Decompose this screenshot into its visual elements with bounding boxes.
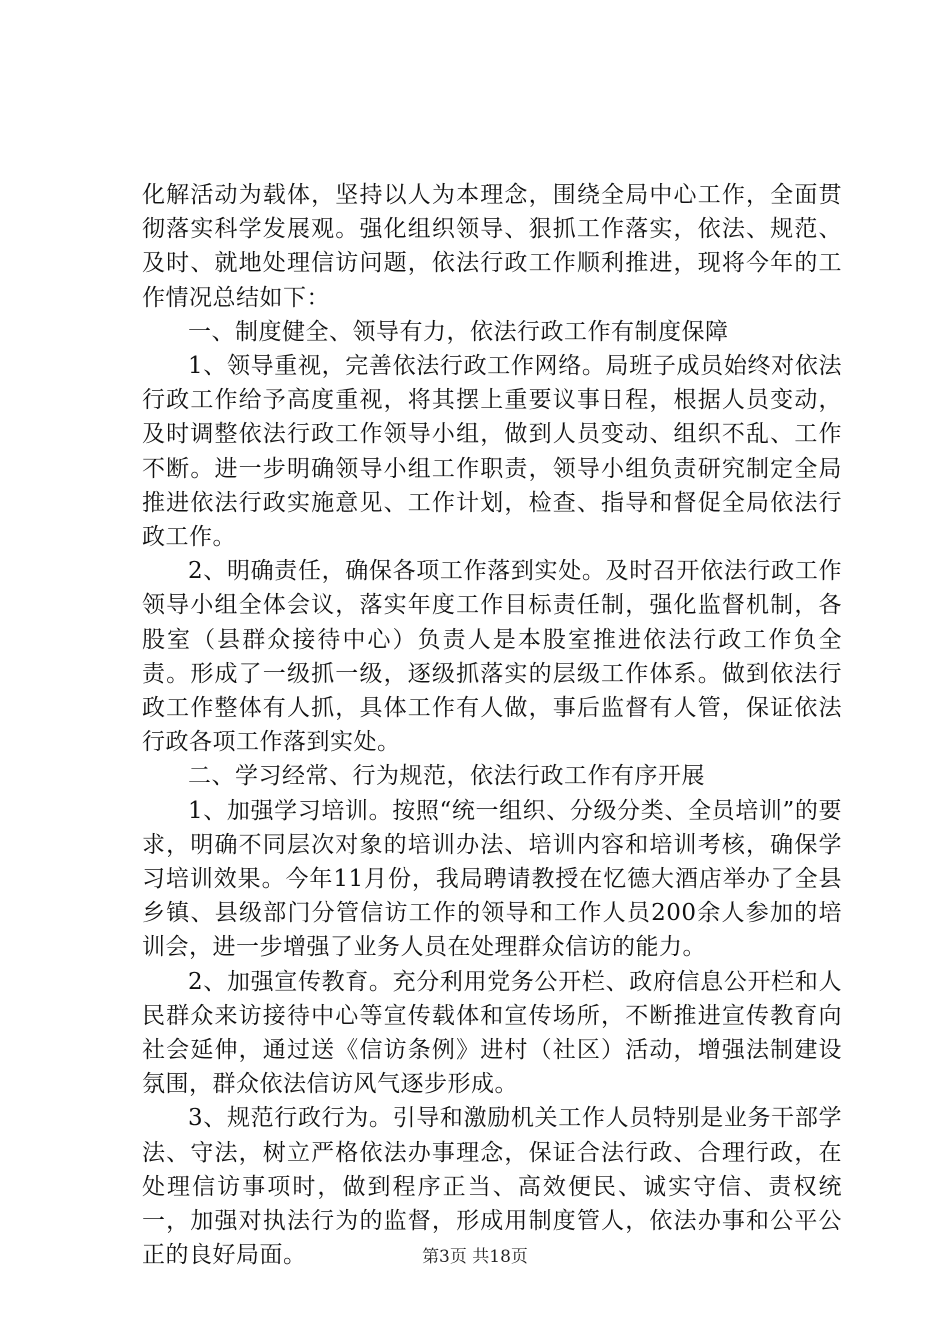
page-number-footer: 第3页 共18页 (422, 1247, 528, 1267)
paragraph-2-2: 2、加强宣传教育。充分利用党务公开栏、政府信息公开栏和人民群众来访接待中心等宣传载体和宣传场所，不断推进宣传教育向社会延伸，通过送《信访条例》进村（社区）活动，增强法制建设氛围，群众依法信访风气逐步形成。 (142, 968, 842, 1098)
paragraph-2-3: 3、规范行政行为。引导和激励机关工作人员特别是业务干部学法、守法，树立严格依法办事理念，保证合法行政、合理行政，在处理信访事项时，做到程序正当、高效便民、诚实守信、责权统一，加强对执法行为的监督，形成用制度管人，依法办事和公平公正的良好局面。 (142, 1105, 842, 1269)
paragraph-1-1: 1、领导重视，完善依法行政工作网络。局班子成员始终对依法行政工作给予高度重视，将其摆上重要议事日程，根据人员变动，及时调整依法行政工作领导小组，做到人员变动、组织不乱、工作不断。进一步明确领导小组工作职责，领导小组负责研究制定全局推进依法行政实施意见、工作计划，检查、指导和督促全局依法行政工作。 (142, 353, 842, 551)
section-heading-2: 二、学习经常、行为规范，依法行政工作有序开展 (188, 763, 705, 790)
paragraph-intro: 化解活动为载体，坚持以人为本理念，围绕全局中心工作，全面贯彻落实科学发展观。强化组织领导、狠抓工作落实，依法、规范、及时、就地处理信访问题，依法行政工作顺利推进，现将今年的工作情况总结如下： (142, 182, 842, 311)
paragraph-2-1: 1、加强学习培训。按照“统一组织、分级分类、全员培训”的要求，明确不同层次对象的培训办法、培训内容和培训考核，确保学习培训效果。今年11月份，我局聘请教授在忆德大酒店举办了全县乡镇、县级部门分管信访工作的领导和工作人员200余人参加的培训会，进一步增强了业务人员在处理群众信访的能力。 (142, 797, 842, 961)
section-heading-1: 一、制度健全、领导有力，依法行政工作有制度保障 (188, 318, 729, 345)
document-body (142, 178, 842, 1273)
paragraph-1-2: 2、明确责任，确保各项工作落到实处。及时召开依法行政工作领导小组全体会议，落实年度工作目标责任制，强化监督机制，各股室（县群众接待中心）负责人是本股室推进依法行政工作负全责。形成了一级抓一级，逐级抓落实的层级工作体系。做到依法行政工作整体有人抓，具体工作有人做，事后监督有人管，保证依法行政各项工作落到实处。 (142, 558, 842, 756)
